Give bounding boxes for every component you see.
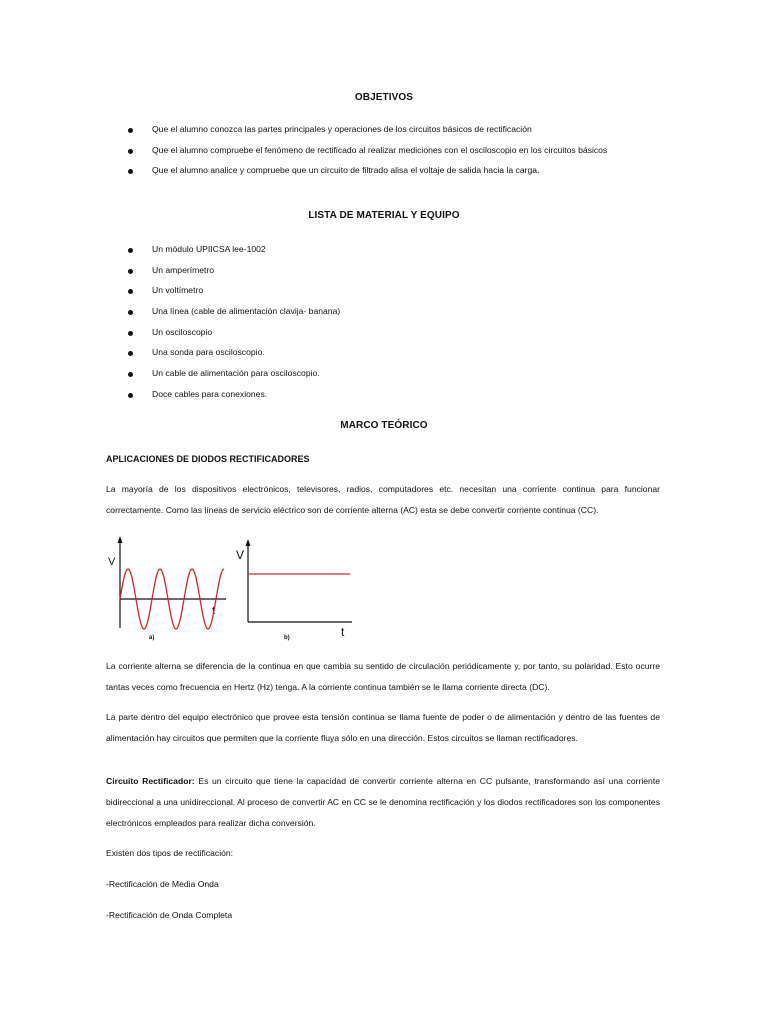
dc-x-label: t bbox=[341, 625, 345, 639]
list-item: Una sonda para osciloscopio. bbox=[0, 347, 768, 368]
list-item-onda-completa: -Rectificación de Onda Completa bbox=[106, 910, 233, 920]
list-item: Un módulo UPIICSA lee-1002 bbox=[0, 244, 768, 265]
paragraph-rectificador bbox=[106, 771, 660, 834]
waveform-figure bbox=[100, 536, 360, 648]
list-item: Que el alumno conozca las partes principales y operaciones de los circuitos básicos de rectificación bbox=[0, 124, 768, 145]
ac-caption: a) bbox=[149, 635, 155, 641]
list-item: Que el alumno analice y compruebe que un circuito de filtrado alisa el voltaje de salida hacia la carga. bbox=[0, 165, 768, 186]
paragraph-tipos: Existen dos tipos de rectificación: bbox=[106, 848, 234, 858]
objetivos-heading: OBJETIVOS bbox=[354, 92, 414, 103]
list-item: Una línea (cable de alimentación clavija- banana) bbox=[0, 306, 768, 327]
list-item: Un amperímetro bbox=[0, 265, 768, 286]
material-list bbox=[0, 244, 768, 410]
list-item: Un cable de alimentación para osciloscopio. bbox=[0, 368, 768, 389]
bullet-icon bbox=[128, 310, 133, 315]
objetivos-list bbox=[0, 124, 768, 186]
list-item-media-onda: -Rectificación de Media Onda bbox=[106, 879, 219, 889]
paragraph-fuente: La parte dentro del equipo electrónico que provee esta tensión continua se llama fuente de poder o de alimentación y dentro de las fuentes de alimentación hay circuitos que permiten que la corriente fluya sólo en una dirección. Estos circuitos se llaman rectificadores. bbox=[106, 712, 660, 743]
bullet-icon bbox=[128, 331, 133, 336]
list-item: Un voltímetro bbox=[0, 285, 768, 306]
bullet-icon bbox=[128, 372, 133, 377]
list-item: Un osciloscopio bbox=[0, 327, 768, 348]
marco-heading: MARCO TEÓRICO bbox=[340, 420, 428, 431]
dc-caption: b) bbox=[284, 635, 290, 641]
bullet-icon bbox=[128, 149, 133, 154]
list-item: Que el alumno compruebe el fenómeno de rectificado al realizar mediciones con el osciloscopio en los circuitos básicos bbox=[0, 145, 768, 166]
bullet-icon bbox=[128, 269, 133, 274]
bullet-icon bbox=[128, 393, 133, 398]
paragraph-ac-dc: La corriente alterna se diferencia de la continua en que cambia su sentido de circulación periódicamente y, por tanto, su polaridad. Esto ocurre tantas veces como frecuencia en Hertz (Hz) tenga. A la corriente continua también se le llama corriente directa (DC). bbox=[106, 661, 660, 692]
bullet-icon bbox=[128, 128, 133, 133]
paragraph-intro: La mayoría de los dispositivos electrónicos, televisores, radios, computadores etc. necesitan una corriente continua para funcionar correctamente. Como las líneas de servicio eléctrico son de corriente alterna (AC) esta se debe convertir corriente continua (CC). bbox=[106, 484, 660, 515]
rectificador-term: Circuito Rectificador: bbox=[106, 776, 195, 786]
bullet-icon bbox=[128, 289, 133, 294]
material-heading: LISTA DE MATERIAL Y EQUIPO bbox=[308, 210, 460, 221]
ac-waveform-plot bbox=[108, 536, 226, 641]
dc-y-label: V bbox=[236, 548, 245, 562]
bullet-icon bbox=[128, 169, 133, 174]
ac-y-label: V bbox=[108, 556, 116, 568]
dc-waveform-plot bbox=[236, 539, 352, 641]
rectificador-definition: Es un circuito que tiene la capacidad de convertir corriente alterna en CC pulsante, transformando así una corriente bidireccional a una unidireccional. Al proceso de convertir AC en CC se le denomina rectificación y los diodos rectificadores son los componentes electrónicos empleados para realizar dicha conversión. bbox=[106, 776, 660, 828]
ac-x-label: t bbox=[212, 605, 216, 617]
bullet-icon bbox=[128, 248, 133, 253]
bullet-icon bbox=[128, 351, 133, 356]
list-item: Doce cables para conexiones. bbox=[0, 389, 768, 410]
section-subtitle: APLICACIONES DE DIODOS RECTIFICADORES bbox=[106, 454, 310, 464]
